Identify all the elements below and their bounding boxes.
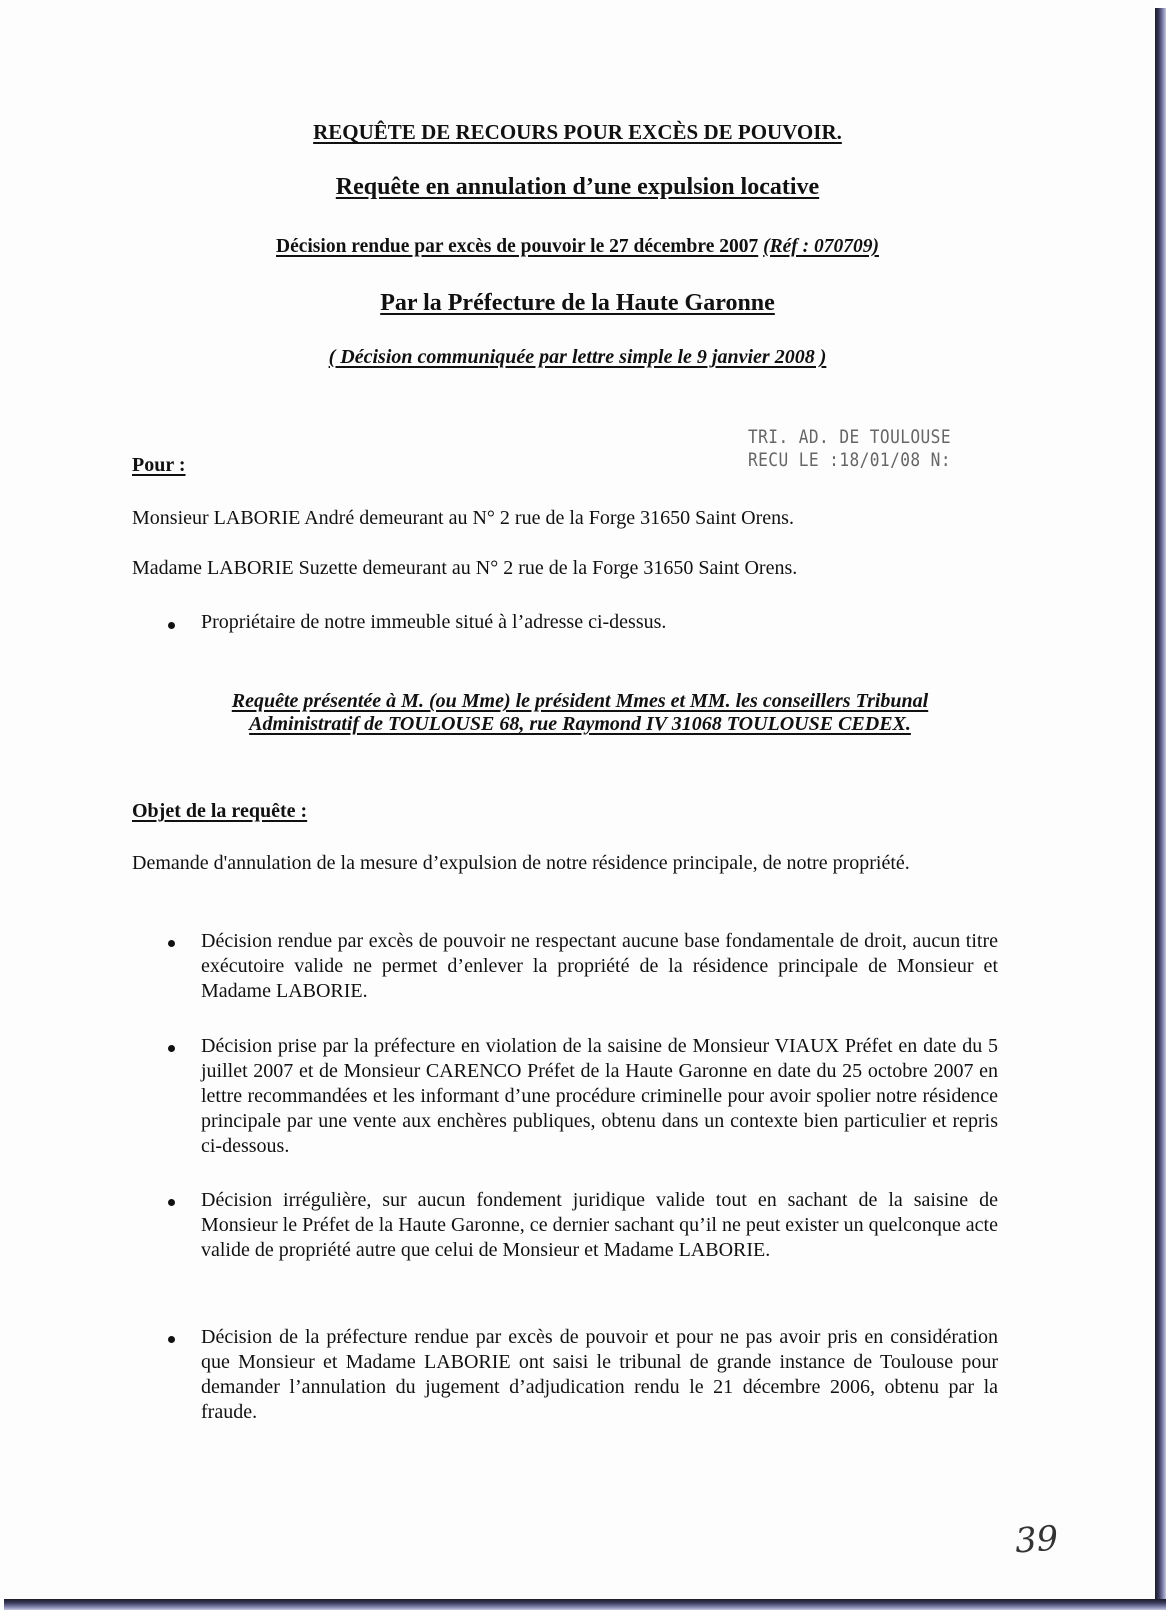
bullet-icon [168, 1199, 175, 1206]
object-label-text: Objet de la requête : [132, 800, 308, 822]
communication-text: ( Décision communiquée par lettre simple le 9 janvier 2008 ) [328, 346, 827, 368]
reason-bullet-3: Décision irrégulière, sur aucun fondement juridique valide tout en sachant de la saisine de Monsieur le Préfet de la Haute Garonne, ce dernier sachant qu’il ne peut exister un quelconque acte valide de propriété autre que celui de Monsieur et Madame LABORIE. [201, 1189, 998, 1261]
bullet-icon [168, 622, 175, 629]
reason-bullet-1: Décision rendue par excès de pouvoir ne respectant aucune base fondamentale de droit, aucun titre exécutoire valide ne permet d’enlever la propriété de la résidence principale de Monsieur et Madame LABORIE. [201, 930, 998, 1002]
stamp-line-2: RECU LE :18/01/08 N: [748, 449, 951, 471]
pour-label [132, 454, 186, 477]
court-address [150, 690, 1010, 736]
reception-stamp [748, 426, 951, 472]
stamp-line-1: TRI. AD. DE TOULOUSE [748, 426, 951, 448]
main-title-text: REQUÊTE DE RECOURS POUR EXCÈS DE POUVOIR. [313, 120, 842, 144]
authority-heading [0, 290, 1155, 317]
handwritten-page-number: 39 [1013, 1518, 1060, 1562]
subtitle [0, 174, 1155, 201]
decision-reference: (Réf : 070709) [763, 236, 879, 257]
party-2: Madame LABORIE Suzette demeurant au N° 2 rue de la Forge 31650 Saint Orens. [132, 557, 798, 579]
court-line-1: Requête présentée à M. (ou Mme) le président Mmes et MM. les conseillers Tribunal [231, 690, 929, 712]
reason-bullet-2: Décision prise par la préfecture en violation de la saisine de Monsieur VIAUX Préfet en date du 5 juillet 2007 et de Monsieur CARENCO Préfet de la Haute Garonne en date du 25 octobre 2007 en lettre recommandées et les informant d’une procédure criminelle pour avoir spolier notre résidence principale par une vente aux enchères publiques, obtenu dans un contexte bien particulier et repris ci-dessous. [201, 1035, 998, 1157]
decision-text: Décision rendue par excès de pouvoir le 27 décembre 2007 [276, 236, 759, 257]
party-1: Monsieur LABORIE André demeurant au N° 2 rue de la Forge 31650 Saint Orens. [132, 507, 794, 529]
page-shadow-bottom [4, 1599, 1166, 1610]
object-label [132, 800, 307, 823]
object-text: Demande d'annulation de la mesure d’expulsion de notre résidence principale, de notre propriété. [132, 852, 910, 874]
pour-label-text: Pour : [132, 454, 186, 476]
bullet-icon [168, 940, 175, 947]
court-line-2: Administratif de TOULOUSE 68, rue Raymond IV 31068 TOULOUSE CEDEX. [249, 713, 911, 735]
bullet-icon [168, 1045, 175, 1052]
bullet-icon [168, 1336, 175, 1343]
decision-line [0, 236, 1155, 258]
reason-bullet-4: Décision de la préfecture rendue par excès de pouvoir et pour ne pas avoir pris en considération que Monsieur et Madame LABORIE ont saisi le tribunal de grande instance de Toulouse pour demander l’annulation du jugement d’adjudication rendu le 21 décembre 2006, obtenu par la fraude. [201, 1326, 998, 1423]
owner-bullet: Propriétaire de notre immeuble situé à l’adresse ci-dessus. [201, 611, 667, 633]
page-shadow-right [1155, 8, 1166, 1610]
communication-note [0, 346, 1155, 369]
main-title [0, 120, 1155, 145]
authority-text: Par la Préfecture de la Haute Garonne [380, 290, 775, 316]
subtitle-text: Requête en annulation d’une expulsion locative [335, 174, 820, 200]
